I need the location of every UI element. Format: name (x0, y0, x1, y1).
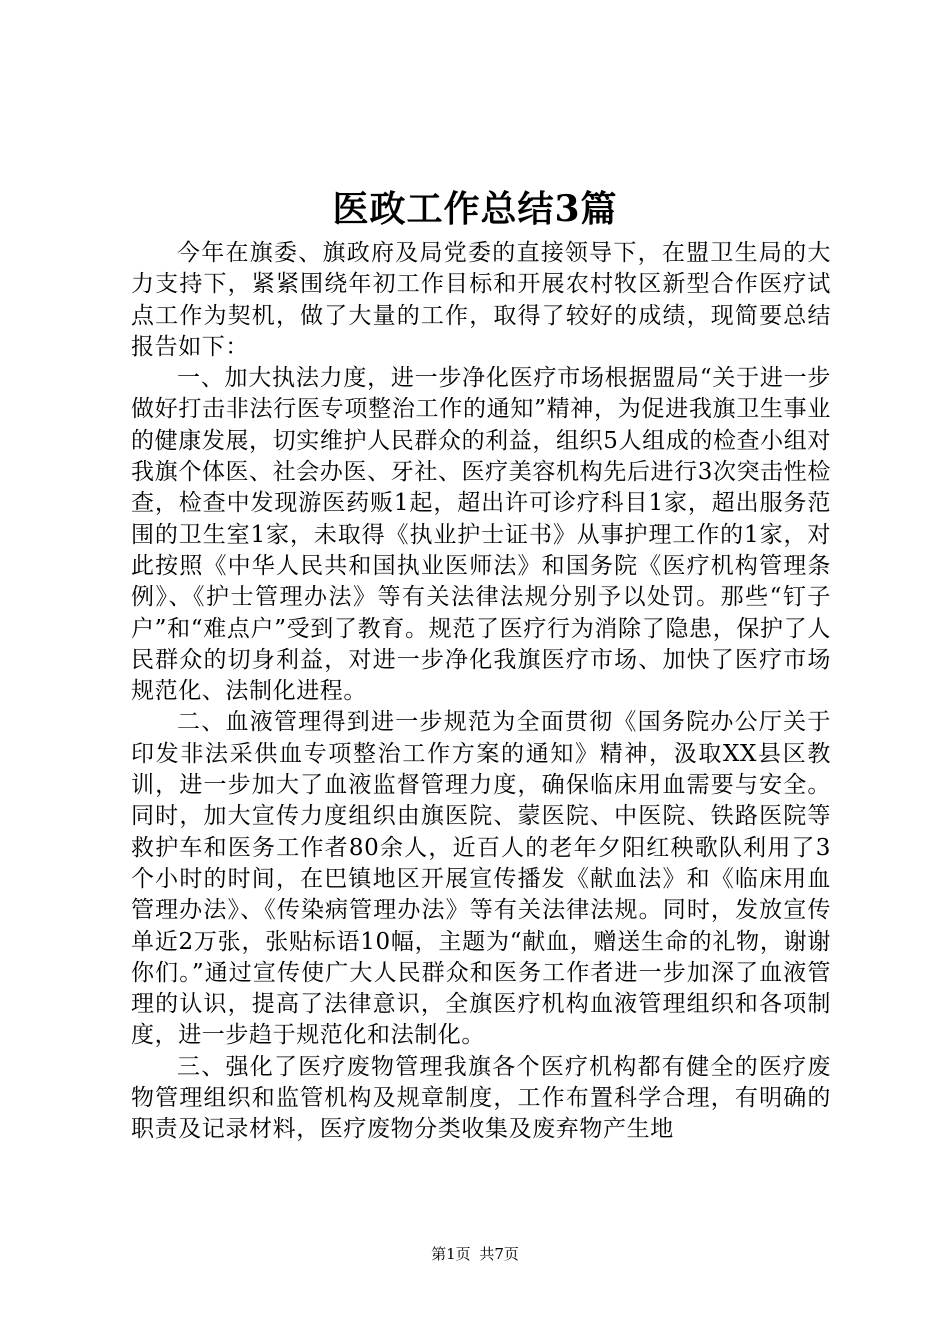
page-number: 第1页 (431, 1245, 471, 1263)
paragraph-section-1: 一、加大执法力度，进一步净化医疗市场根据盟局“关于进一步做好打击非法行医专项整治工作的通知”精神，为促进我旗卫生事业的健康发展，切实维护人民群众的利益，组织5人组成的检查小组对我旗个体医、社会办医、牙社、医疗美容机构先后进行3次突击性检查，检查中发现游医药贩1起，超出许可诊疗科目1家，超出服务范围的卫生室1家，未取得《执业护士证书》从事护理工作的1家，对此按照《中华人民共和国执业医师法》和国务院《医疗机构管理条例》、《护士管理办法》等有关法律法规分别予以处罚。那些“钉子户”和“难点户”受到了教育。规范了医疗行为消除了隐患，保护了人民群众的切身利益，对进一步净化我旗医疗市场、加快了医疗市场规范化、法制化进程。 (131, 365, 831, 705)
paragraph-section-3: 三、强化了医疗废物管理我旗各个医疗机构都有健全的医疗废物管理组织和监管机构及规章制度，工作布置科学合理，有明确的职责及记录材料，医疗废物分类收集及废弃物产生地 (131, 1053, 831, 1143)
document-body (131, 238, 831, 1146)
page-footer (0, 1244, 950, 1264)
document-title: 医政工作总结3篇 (332, 188, 618, 230)
paragraph-intro: 今年在旗委、旗政府及局党委的直接领导下，在盟卫生局的大力支持下，紧紧围绕年初工作目标和开展农村牧区新型合作医疗试点工作为契机，做了大量的工作，取得了较好的成绩，现简要总结报告如下： (131, 240, 831, 360)
page-total: 共7页 (479, 1245, 519, 1263)
paragraph-section-2: 二、血液管理得到进一步规范为全面贯彻《国务院办公厅关于印发非法采供血专项整治工作方案的通知》精神，汲取XX县区教训，进一步加大了血液监督管理力度，确保临床用血需要与安全。同时，加大宣传力度组织由旗医院、蒙医院、中医院、铁路医院等救护车和医务工作者80余人，近百人的老年夕阳红秧歌队利用了3个小时的时间，在巴镇地区开展宣传播发《献血法》和《临床用血管理办法》、《传染病管理办法》等有关法律法规。同时，发放宣传单近2万张，张贴标语10幅，主题为“献血，赠送生命的礼物，谢谢你们。”通过宣传使广大人民群众和医务工作者进一步加深了血液管理的认识，提高了法律意识，全旗医疗机构血液管理组织和各项制度，进一步趋于规范化和法制化。 (131, 709, 831, 1049)
